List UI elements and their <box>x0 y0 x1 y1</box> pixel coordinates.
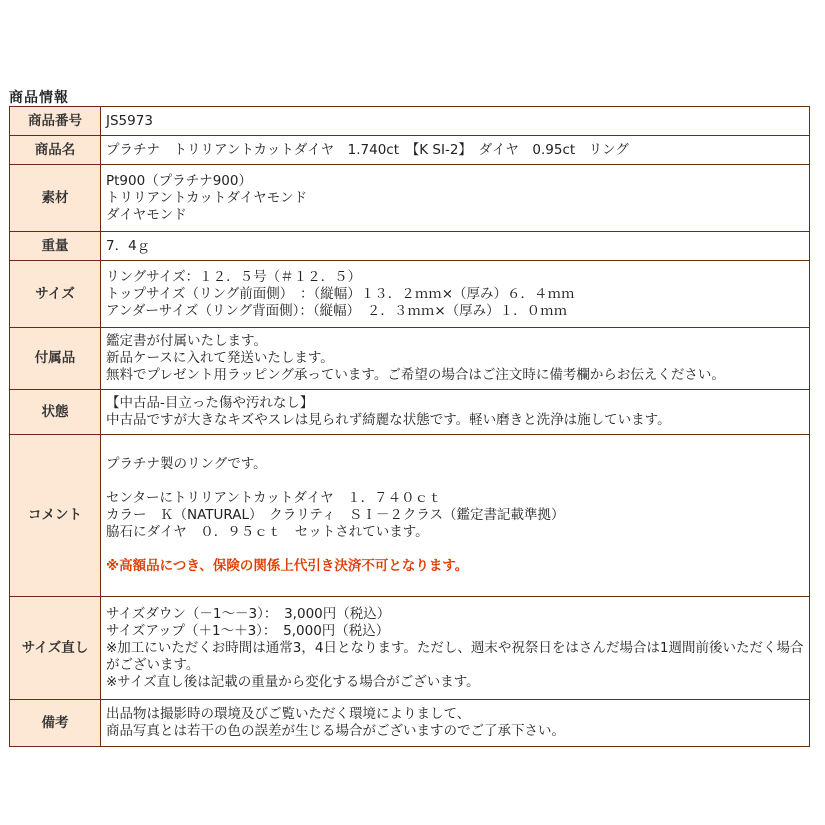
size-line: リングサイズ：１２．５号（＃１２．５） <box>106 268 362 285</box>
row-weight <box>10 232 810 261</box>
comment-line: 脇石にダイヤ ０．９５ｃｔ セットされています。 <box>106 524 429 540</box>
value-weight: 7．4ｇ <box>101 232 810 261</box>
row-material <box>10 165 810 232</box>
comment-warning: ※高額品につき、保険の関係上代引き決済不可となります。 <box>106 558 469 574</box>
label-remarks: 備考 <box>10 700 101 747</box>
label-material: 素材 <box>10 165 101 232</box>
remarks-line: 商品写真とは若干の色の誤差が生じる場合がございますのでご了承下さい。 <box>106 723 565 739</box>
material-line: トリリアントカットダイヤモンド <box>106 189 308 206</box>
material-line: Pt900（プラチナ900） <box>106 172 252 189</box>
label-accessories: 付属品 <box>10 328 101 390</box>
row-size <box>10 261 810 328</box>
resize-line: サイズアップ（＋1～＋3）： 5,000円（税込） <box>106 622 390 639</box>
condition-line: 中古品ですが大きなキズやスレは見られず綺麗な状態です。軽い磨きと洗浄は施しています。 <box>106 412 671 428</box>
value-product-name: プラチナ トリリアントカットダイヤ 1.740ct 【K SI-2】 ダイヤ 0.95ct リング <box>101 136 810 165</box>
value-product-number: JS5973 <box>101 107 810 136</box>
label-product-number: 商品番号 <box>10 107 101 136</box>
comment-line: プラチナ製のリングです。 <box>106 456 267 472</box>
label-size: サイズ <box>10 261 101 328</box>
resize-line: ※加工にいただくお時間は通常3，4日となります。ただし、週末や祝祭日をはさんだ場合は1週間前後いただく場合がございます。 <box>106 639 804 673</box>
label-product-name: 商品名 <box>10 136 101 165</box>
section-title: 商品情報 <box>9 90 69 106</box>
row-condition <box>10 390 810 435</box>
comment-line: センターにトリリアントカットダイヤ １．７４０ｃｔ <box>106 490 442 506</box>
value-comment <box>101 435 810 597</box>
remarks-line: 出品物は撮影時の環境及びご覧いただく環境によりまして、 <box>106 706 471 722</box>
row-product-number <box>10 107 810 136</box>
row-resize <box>10 597 810 700</box>
label-resize: サイズ直し <box>10 597 101 700</box>
size-line: トップサイズ（リング前面側） ：（縦幅）１３．２ｍｍ×（厚み）６．４ｍｍ <box>106 285 575 302</box>
comment-spacer <box>106 473 805 490</box>
label-weight: 重量 <box>10 232 101 261</box>
product-info-table <box>9 106 810 747</box>
label-comment: コメント <box>10 435 101 597</box>
material-line: ダイヤモンド <box>106 206 187 223</box>
accessories-line: 新品ケースに入れて発送いたします。 <box>106 350 334 366</box>
condition-line: 【中古品-目立った傷や汚れなし】 <box>106 395 314 411</box>
accessories-line: 無料でプレゼント用ラッピング承っています。ご希望の場合はご注文時に備考欄からお伝えください。 <box>106 367 725 383</box>
value-accessories <box>101 328 810 390</box>
label-condition: 状態 <box>10 390 101 435</box>
value-remarks <box>101 700 810 747</box>
row-accessories <box>10 328 810 390</box>
resize-line: ※サイズ直し後は記載の重量から変化する場合がございます。 <box>106 673 480 690</box>
value-resize <box>101 597 810 700</box>
value-size <box>101 261 810 328</box>
value-material <box>101 165 810 232</box>
comment-line: カラー Ｋ（NATURAL） クラリティ ＳＩ－２クラス（鑑定書記載準拠） <box>106 507 565 523</box>
value-condition <box>101 390 810 435</box>
row-comment <box>10 435 810 597</box>
row-product-name <box>10 136 810 165</box>
comment-spacer <box>106 541 805 558</box>
accessories-line: 鑑定書が付属いたします。 <box>106 333 267 349</box>
resize-line: サイズダウン（－1～－3）： 3,000円（税込） <box>106 605 391 622</box>
size-line: アンダーサイズ（リング背面側）：（縦幅） ２．３ｍｍ×（厚み）１．０ｍｍ <box>106 302 568 319</box>
row-remarks <box>10 700 810 747</box>
